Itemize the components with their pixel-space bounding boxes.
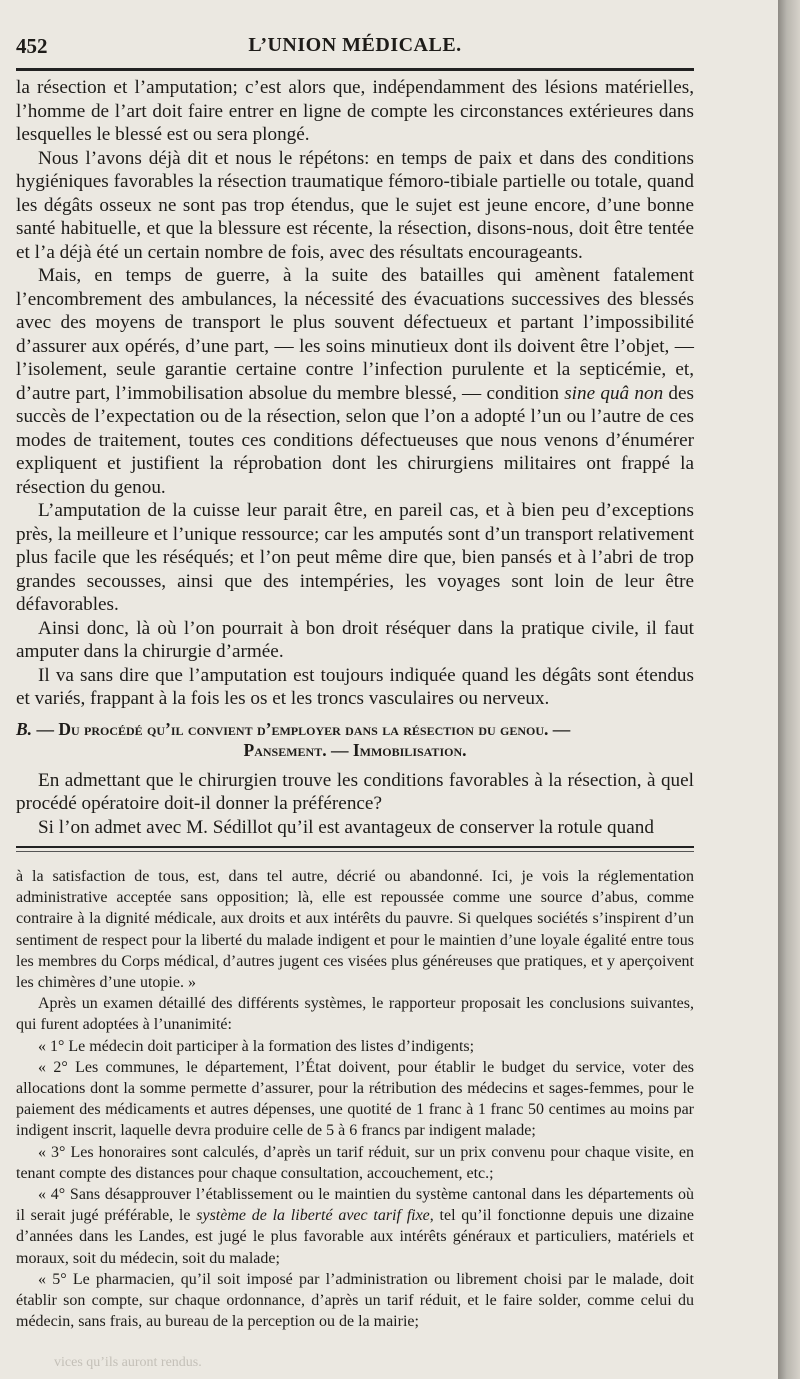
- italic-phrase: sine quâ non: [564, 382, 664, 404]
- paragraph: En admettant que le chirurgien trouve les conditions favorables à la résection, à quel procédé opératoire doit-il donner la préférence?: [16, 769, 694, 814]
- paragraph: Si l’on admet avec M. Sédillot qu’il est avantageux de conserver la rotule quand: [38, 816, 654, 838]
- section-letter: B.: [16, 718, 33, 739]
- text-run: « 4° Sans désapprouver l’établissement ou le maintien du système cantonal dans les départements où il serait jugé préférable, le: [16, 1186, 694, 1225]
- footnote-paragraph: « 5° Le pharmacien, qu’il soit imposé par l’administration ou librement choisi par le malade, doit établir son compte, sur chaque ordonnance, d’après un tarif réduit, et le faire solder, comme celui du médecin, sans frais, au bureau de la perception ou de la mairie;: [16, 1270, 694, 1331]
- footnote-rule-thin: [16, 851, 694, 852]
- footnote-paragraph: « 3° Les honoraires sont calculés, d’après un tarif réduit, sur un prix convenu pour chaque visite, en tenant compte des distances pour chaque consultation, accouchement, etc.;: [16, 1143, 694, 1182]
- section-title-line2: Pansement. — Immobilisation.: [243, 739, 467, 760]
- page-number: 452: [16, 34, 48, 58]
- footnote-paragraph: [16, 1184, 694, 1269]
- paragraph: Nous l’avons déjà dit et nous le répétons: en temps de paix et dans des conditions hygiéniques favorables la résection traumatique fémoro-tibiale partielle ou totale, quand les dégâts osseux ne sont pas trop étendus, que le sujet est jeune encore, d’une bonne santé habituelle, et que la blessure est récente, la résection, disons-nous, doit être tentée et l’a déjà été un certain nombre de fois, avec des résultats encourageants.: [16, 147, 694, 263]
- page-header: [16, 34, 694, 64]
- section-title-line1: — Du procédé qu’il convient d’employer dans la résection du genou. —: [32, 718, 571, 739]
- text-run: Mais, en temps de guerre, à la suite des batailles qui amènent fatalement l’encombrement des ambulances, la nécessité des évacuations successives des blessés avec des moyens de transport le plus souvent défectueux et partant l’impossibilité d’assurer aux opérés, d’une part, — les soins minutieux dont ils doivent être l’objet, — l’isolement, seule garantie certaine contre l’infection purulente et la septicémie, et, d’autre part, l’immobilisation absolue du membre blessé, — condition: [16, 265, 694, 404]
- text-run: des succès de l’expectation ou de la résection, selon que l’on a adopté l’un ou l’autre de ces modes de traitement, toutes ces conditions défectueuses que nous venons d’énumérer expliquent et justifient la réprobation dont les chirurgiens militaires ont frappé la résection du genou.: [16, 382, 695, 498]
- running-title: L’UNION MÉDICALE.: [248, 34, 462, 56]
- footnote-paragraph: « 1° Le médecin doit participer à la formation des listes d’indigents;: [38, 1037, 475, 1055]
- italic-phrase: système de la liberté avec tarif fixe: [196, 1207, 430, 1225]
- section-heading: [16, 719, 694, 761]
- footnote-text: [16, 866, 694, 1332]
- text-run: , tel qu’il fonctionne depuis une dizaine d’années dans les Landes, est jugé le plus favorable aux intérêts généraux et particuliers, matériels et moraux, soit du médecin, soit du malade;: [16, 1207, 695, 1267]
- paragraph: [16, 264, 694, 499]
- footnote-paragraph: « 2° Les communes, le département, l’État doivent, pour établir le budget du service, voter des allocations dont la somme permette d’assurer, pour la rétribution des médecins et sages-femmes, pour le paiement des médicaments et autres dépenses, une quotité de 1 franc à 1 franc 50 centimes au moins par indigent inscrit, laquelle devra produire celle de 5 à 6 francs par indigent malade;: [16, 1058, 694, 1140]
- paragraph: Il va sans dire que l’amputation est toujours indiquée quand les dégâts sont étendus et variés, frappant à la fois les os et les troncs vasculaires ou nerveux.: [16, 664, 694, 709]
- paragraph: la résection et l’amputation; c’est alors que, indépendamment des lésions matérielles, l’homme de l’art doit faire entrer en ligne de compte les circonstances extérieures dans lesquelles le blessé est ou sera plongé.: [16, 77, 694, 145]
- main-text: [16, 76, 694, 839]
- bleed-through-text: vices qu’ils auront rendus.: [54, 1355, 202, 1370]
- footnote-paragraph: Après un examen détaillé des différents systèmes, le rapporteur proposait les conclusions suivantes, qui furent adoptées à l’unanimité:: [16, 995, 694, 1034]
- header-rule: [16, 68, 694, 71]
- paragraph: L’amputation de la cuisse leur parait être, en pareil cas, et à bien peu d’exceptions près, la meilleure et l’unique ressource; car les amputés sont d’un transport relativement plus facile que les réséqués; et l’on peut même dire que, bien pansés et à l’abri de trop grandes secousses, ainsi que des intempéries, les voyages sont loin de leur être défavorables.: [16, 500, 694, 615]
- footnote-rule: [16, 846, 694, 848]
- footnote-paragraph: à la satisfaction de tous, est, dans tel autre, décrié ou abandonné. Ici, je vois la réglementation administrative acceptée sans opposition; là, elle est repoussée comme une source d’abus, comme contraire à la dignité médicale, aux droits et aux intérêts du pauvre. Si quelques sociétés s’inspirent d’un sentiment de respect pour la liberté du malade indigent et pour le maintien d’une loyale égalité entre tous les membres du Corps médical, d’autres jugent ces visées plus généreuses que pratiques, et y aperçoivent les chimères d’une utopie. »: [16, 868, 694, 992]
- book-spine: [778, 0, 800, 1379]
- paragraph: Ainsi donc, là où l’on pourrait à bon droit réséquer dans la pratique civile, il faut amputer dans la chirurgie d’armée.: [16, 617, 694, 662]
